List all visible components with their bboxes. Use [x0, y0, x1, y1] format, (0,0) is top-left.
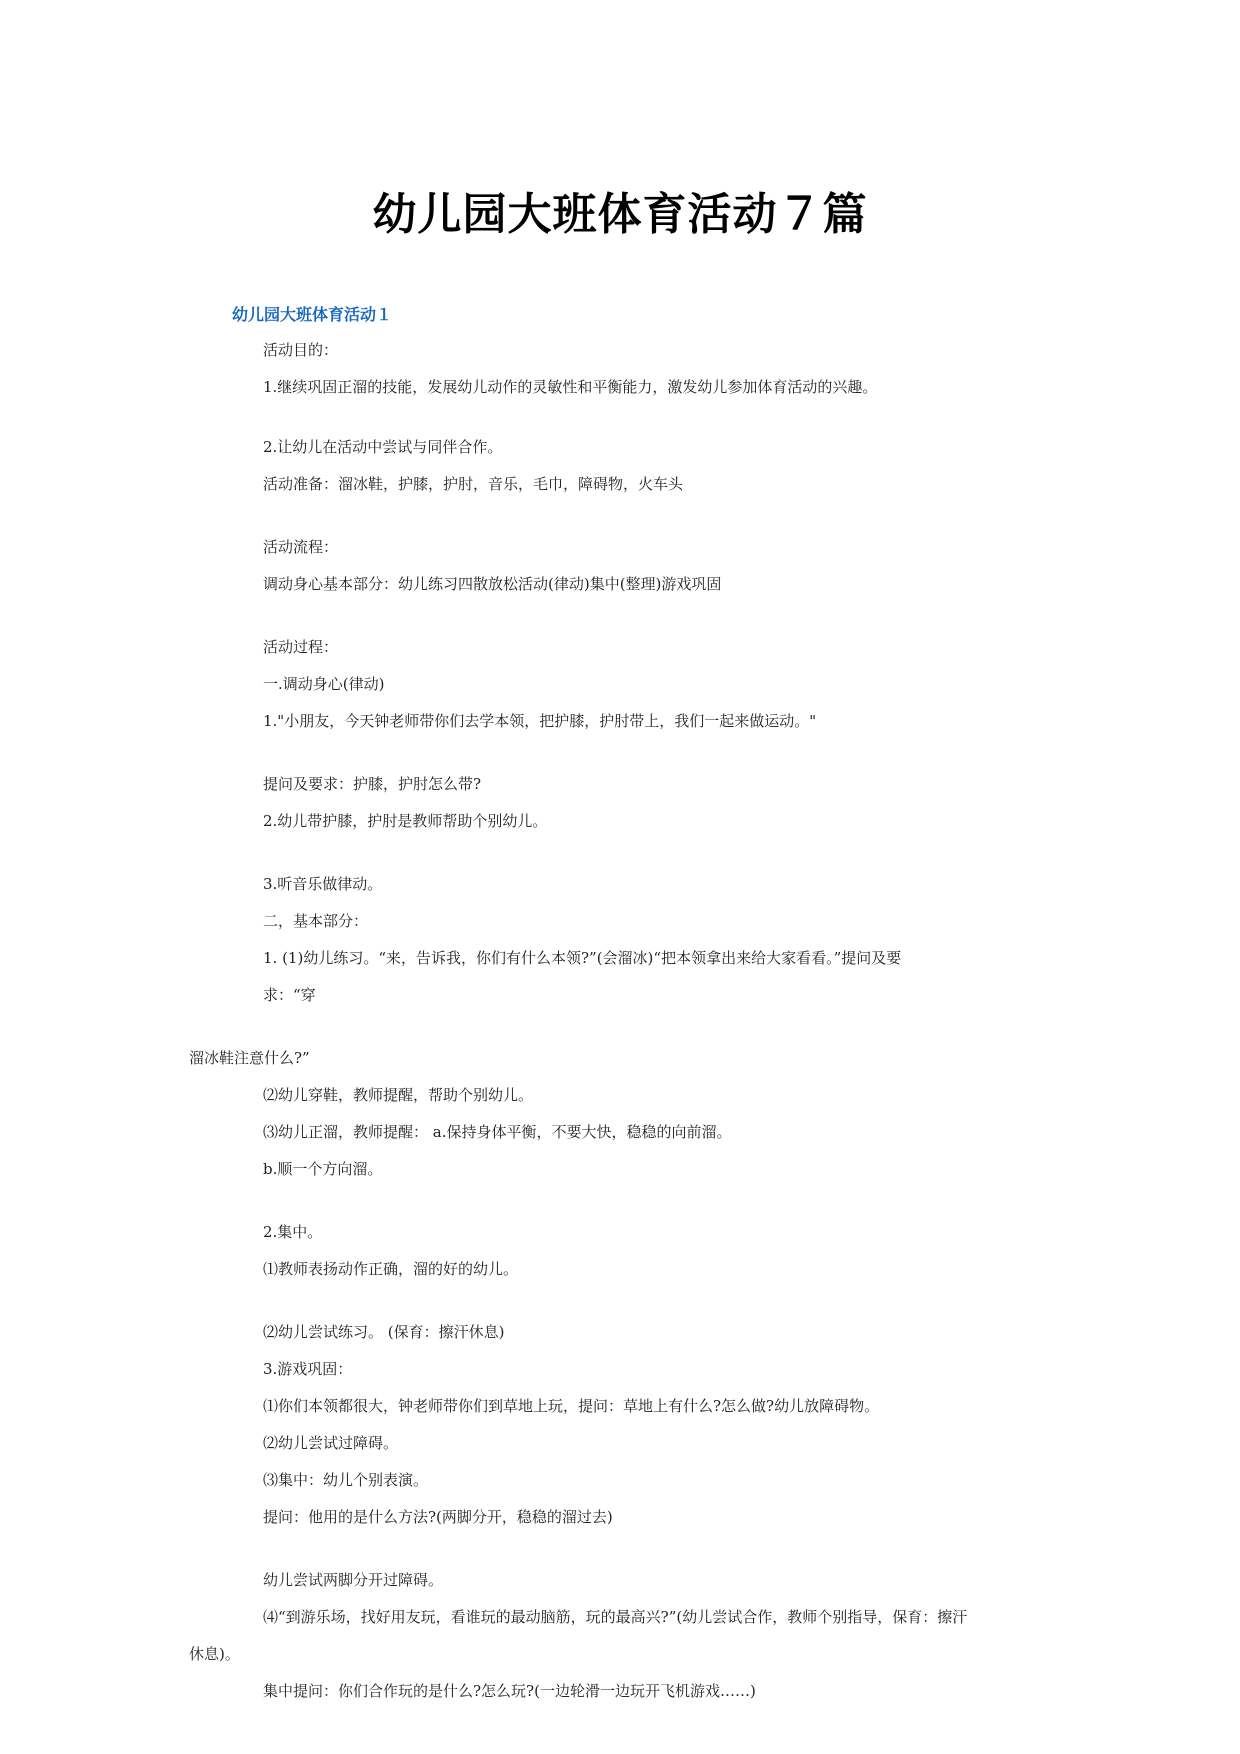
paragraph-line: 求：“穿: [263, 986, 316, 1004]
paragraph-line: 活动准备：溜冰鞋，护膝，护肘，音乐，毛巾，障碍物，火车头: [263, 475, 684, 493]
paragraph-line: 2.让幼儿在活动中尝试与同伴合作。: [263, 438, 503, 456]
paragraph-line: ⑶幼儿正溜，教师提醒： a.保持身体平衡，不要大快，稳稳的向前溜。: [263, 1123, 732, 1141]
paragraph-line: 1. (1)幼儿练习。“来，告诉我，你们有什么本领?”(会溜冰)“把本领拿出来给大家看看。”提问及要: [263, 949, 902, 967]
section-heading: 幼儿园大班体育活动１: [232, 305, 393, 324]
paragraph-line: 休息)。: [189, 1645, 240, 1663]
paragraph-line: 活动过程：: [263, 638, 339, 656]
paragraph-line: 溜冰鞋注意什么?”: [189, 1049, 310, 1067]
paragraph-line: 二，基本部分：: [263, 912, 369, 930]
paragraph-line: ⑷“到游乐场，找好用友玩，看谁玩的最动脑筋，玩的最高兴?”(幼儿尝试合作，教师个别指导，保育：擦汗: [263, 1608, 968, 1626]
paragraph-line: 调动身心基本部分：幼儿练习四散放松活动(律动)集中(整理)游戏巩固: [263, 575, 722, 593]
paragraph-line: ⑶集中：幼儿个别表演。: [263, 1471, 429, 1489]
paragraph-line: ⑵幼儿尝试过障碍。: [263, 1434, 399, 1452]
paragraph-line: 3.听音乐做律动。: [263, 875, 383, 893]
paragraph-line: 活动目的：: [263, 341, 339, 359]
paragraph-line: 1.继续巩固正溜的技能，发展幼儿动作的灵敏性和平衡能力，激发幼儿参加体育活动的兴趣。: [263, 378, 878, 396]
paragraph-line: ⑴你们本领都很大，钟老师带你们到草地上玩，提问：草地上有什么?怎么做?幼儿放障碍物。: [263, 1397, 880, 1415]
paragraph-line: 3.游戏巩固：: [263, 1360, 353, 1378]
paragraph-line: 集中提问：你们合作玩的是什么?怎么玩?(一边轮滑一边玩开飞机游戏……): [263, 1682, 756, 1700]
paragraph-line: 提问：他用的是什么方法?(两脚分开，稳稳的溜过去): [263, 1508, 613, 1526]
document-title: 幼儿园大班体育活动７篇: [372, 189, 868, 240]
paragraph-line: 活动流程：: [263, 538, 339, 556]
paragraph-line: 1."小朋友，今天钟老师带你们去学本领，把护膝，护肘带上，我们一起来做运动。": [263, 712, 817, 730]
paragraph-line: b.顺一个方向溜。: [263, 1160, 383, 1178]
paragraph-line: ⑴教师表扬动作正确，溜的好的幼儿。: [263, 1260, 519, 1278]
paragraph-line: 2.幼儿带护膝，护肘是教师帮助个别幼儿。: [263, 812, 548, 830]
paragraph-line: ⑵幼儿穿鞋，教师提醒，帮助个别幼儿。: [263, 1086, 534, 1104]
paragraph-line: 一.调动身心(律动): [263, 675, 385, 693]
paragraph-line: 提问及要求：护膝，护肘怎么带?: [263, 775, 482, 793]
paragraph-line: 2.集中。: [263, 1223, 323, 1241]
paragraph-line: ⑵幼儿尝试练习。 (保育：擦汗休息): [263, 1323, 505, 1341]
paragraph-line: 幼儿尝试两脚分开过障碍。: [263, 1571, 444, 1589]
